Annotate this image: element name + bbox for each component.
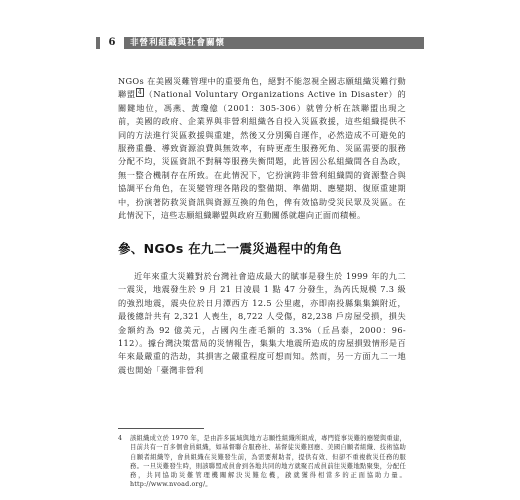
paragraph-text: NGOs 在美國災難管理中的重要角色，絕對不能忽視全國志願組織災難行動聯盟: [118, 76, 406, 100]
footnote: [118, 434, 406, 490]
section-heading: 參、NGOs 在九二一震災過程中的角色: [118, 241, 342, 256]
page-number: 6: [100, 36, 124, 50]
footnote-number: 4: [118, 435, 123, 442]
paragraph-921-earthquake: 近年來重大災難對於台灣社會造成最大的賦事是發生於 1999 年的九二一震災，地震發生於 9 月 21 日凌晨 1 點 47 分發生，為芮氏規模 7.3 級的強烈地震，震央位於日月潭西方 12.5 公里處，亦即南投縣集集鎮附近，最後總計共有 2,321 人喪生，8,722 人受傷，82,238 戶房屋受損，損失金額約為 92 億美元，占國內生產毛額的 3.3%（丘昌泰，2000：96-112）。據台灣決策當局的災情報告，集集大地震所造成的房屋損毀情形是百年來最嚴重的浩劫，其損害之嚴重程度可想而知。然而，另一方面九二一地震也開始「臺灣非營利: [118, 271, 406, 375]
running-title: 非營利組織與社會關懷: [130, 38, 226, 48]
footnote-text: 該組織成立於 1970 年，是由許多區域與地方志願性組織所組成，專門從事災難的應變與重建，目前共有一百多個會員組織，如基督聯合服務社、基督徒災難回應、美國自願者組織、技術協助自願者組織等，會員組織在災難發生前，為需要幫助者，提供有效、但卻不重複救災任務的服務。一旦災難發生時，則該聯盟成員會到各地共同的地方就聚召成員前往災難地點聚集，分配任務，共同協助災難管理機關解決災難危機，啟就獲得相當多的正面協助力量。http://www.nvoad.org/。: [130, 435, 406, 489]
footnote-reference[interactable]: 4: [137, 88, 143, 96]
paragraph-ngo-us-role: [118, 75, 406, 222]
footnote-divider: [118, 428, 204, 429]
paragraph-text: （National Voluntary Organizations Active in Disaster）的關鍵地位，馮燕、黃瓊億（2001：305-306）就曾分析在該聯盟出現之前，美國的政府、企業界與非營利組織各自投入災區救援，這些組織提供不同的方法進行災區救援與重建，然後又分別獨自運作，必然造成不可避免的服務重疊、導致資源浪費與無效率，有時更產生服務死角、災區需要的服務分配不均，災區資訊不對稱等服務失衡問題，此皆因公私組織間各自為政，無一整合機制存在所致。在此情況下，它扮演跨非營利組織間的資源整合與協調平台角色，在災變管理各階段的整備期、準備期、應變期、復原重建期中，扮演著防救災資訊與資源互換的角色，俾有效協助受災民眾及災區。在此情況下，這些志願組織聯盟與政府互動關係就趨向正面而積極。: [118, 89, 406, 221]
